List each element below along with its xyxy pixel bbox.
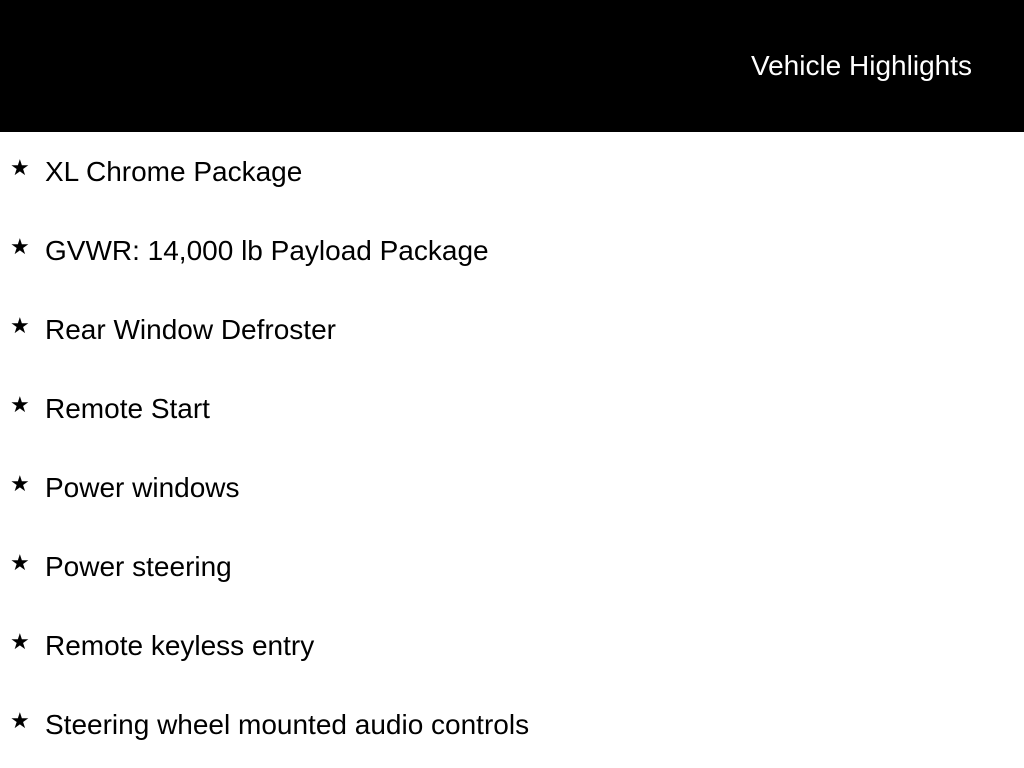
list-item [0, 211, 1024, 290]
highlight-label: Power windows [45, 472, 240, 503]
star-icon: ★ [10, 313, 30, 338]
star-icon: ★ [10, 708, 30, 733]
list-item [0, 290, 1024, 369]
star-icon: ★ [10, 234, 30, 259]
star-icon: ★ [10, 155, 30, 180]
highlight-label: Remote Start [45, 393, 210, 424]
list-item [0, 606, 1024, 685]
header-bar [0, 0, 1024, 132]
list-item [0, 369, 1024, 448]
star-icon: ★ [10, 550, 30, 575]
vehicle-highlights-list [0, 132, 1024, 764]
highlight-label: Remote keyless entry [45, 630, 315, 661]
highlight-label: XL Chrome Package [45, 156, 303, 187]
list-item [0, 685, 1024, 764]
list-item [0, 448, 1024, 527]
list-item [0, 132, 1024, 211]
page-title: Vehicle Highlights [750, 50, 972, 81]
list-item [0, 527, 1024, 606]
highlight-label: Power steering [45, 551, 232, 582]
highlight-label: Rear Window Defroster [45, 314, 336, 345]
highlight-label: GVWR: 14,000 lb Payload Package [45, 235, 489, 266]
star-icon: ★ [10, 629, 30, 654]
highlight-label: Steering wheel mounted audio controls [45, 709, 530, 740]
star-icon: ★ [10, 392, 30, 417]
star-icon: ★ [10, 471, 30, 496]
